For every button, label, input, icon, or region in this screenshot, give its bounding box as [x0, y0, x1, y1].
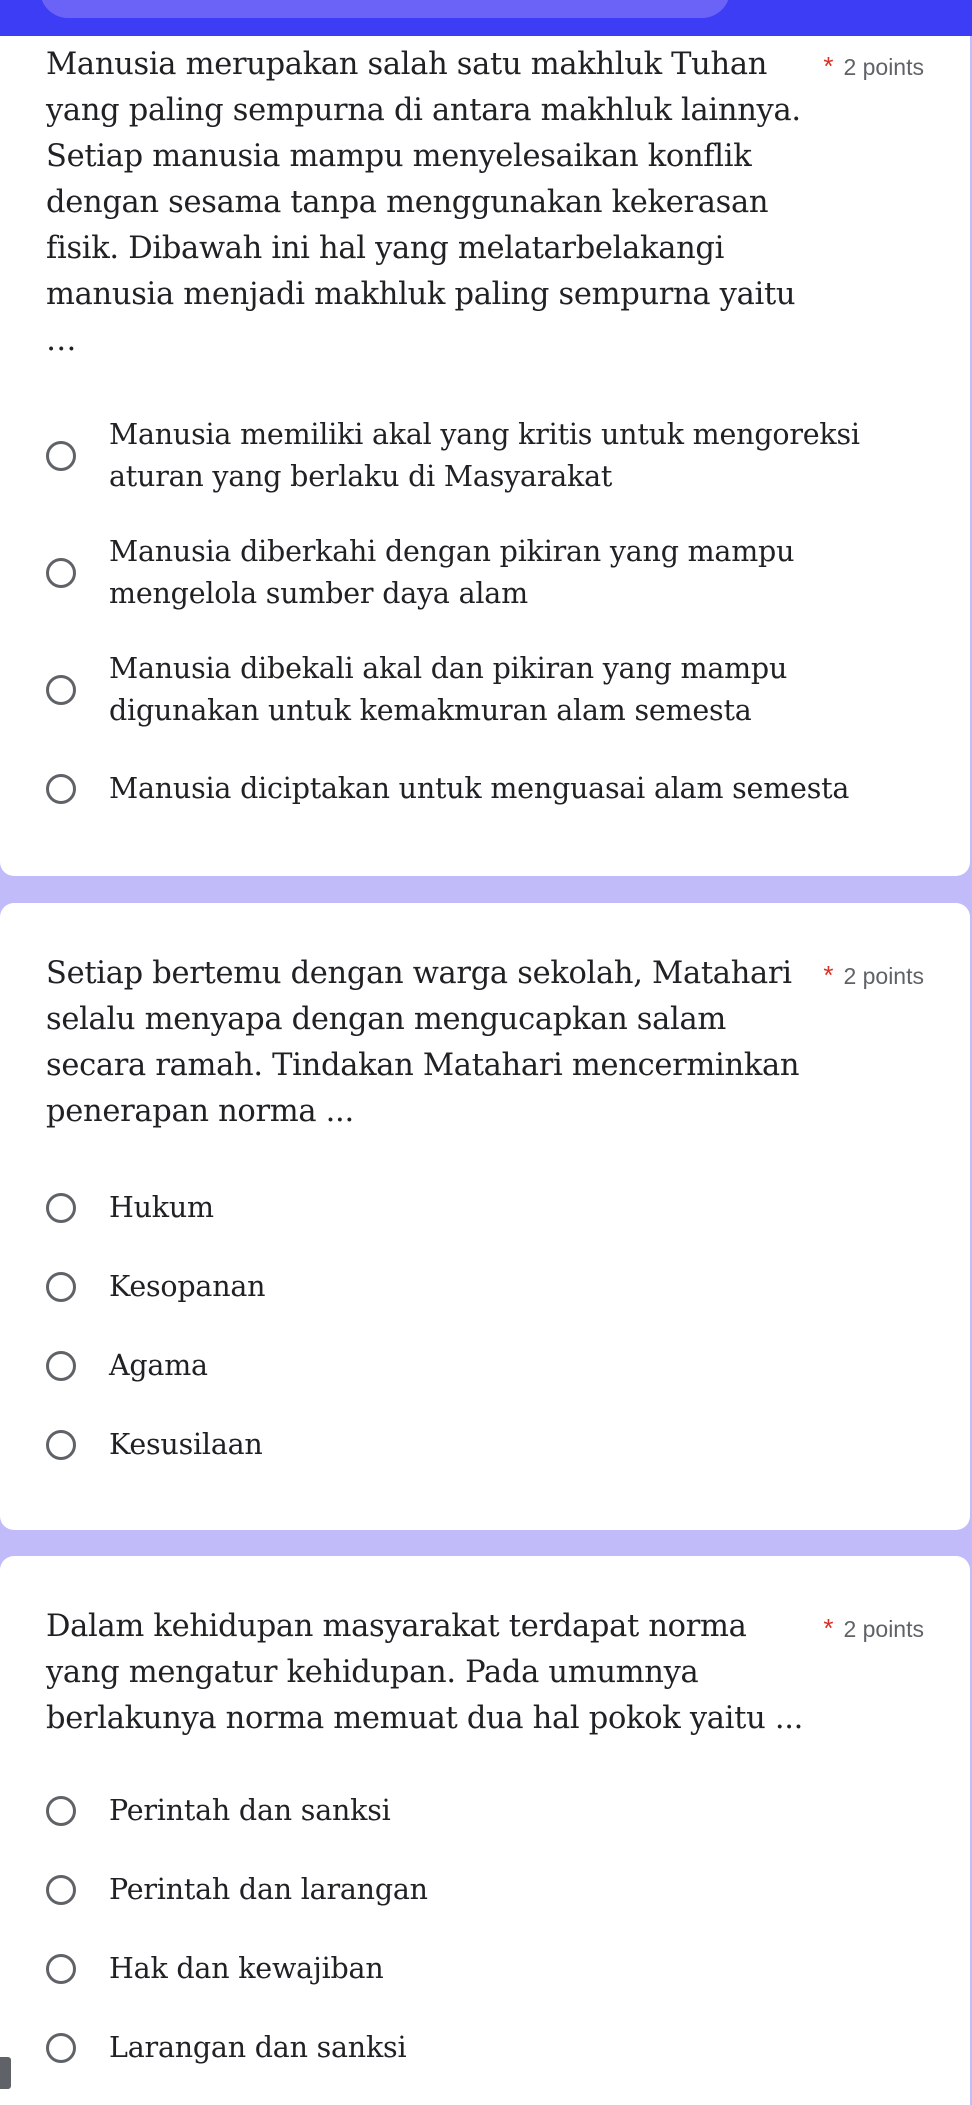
points-label: 2 points: [843, 54, 924, 80]
option-label: Hak dan kewajiban: [109, 1952, 384, 1985]
radio-option[interactable]: [46, 1345, 869, 1387]
scroll-handle[interactable]: [0, 2057, 11, 2089]
radio-option[interactable]: [46, 2027, 869, 2069]
radio-option[interactable]: [46, 1948, 869, 1990]
question-points: [823, 51, 924, 82]
question-card-2: [0, 903, 970, 1530]
option-label: Manusia memiliki akal yang kritis untuk mengoreksi aturan yang berlaku di Masyarakat: [109, 418, 860, 493]
option-label: Manusia dibekali akal dan pikiran yang mampu digunakan untuk kemakmuran alam semesta: [109, 652, 788, 727]
question-text: Manusia merupakan salah satu makhluk Tuhan yang paling sempurna di antara makhluk lainnya. Setiap manusia mampu menyelesaikan konflik dengan sesama tanpa menggunakan kekerasan fisik. Dibawah ini hal yang melatarbelakangi manusia menjadi makhluk paling sempurna yaitu …: [46, 47, 801, 358]
form-header-bar: [0, 0, 972, 36]
points-label: 2 points: [843, 963, 924, 989]
option-label: Perintah dan sanksi: [109, 1794, 391, 1827]
radio-option[interactable]: [46, 768, 869, 810]
radio-button[interactable]: [46, 1351, 76, 1381]
radio-option[interactable]: [46, 648, 869, 732]
radio-option[interactable]: [46, 1266, 869, 1308]
option-label: Kesusilaan: [109, 1428, 263, 1461]
option-label: Hukum: [109, 1191, 214, 1224]
radio-button[interactable]: [46, 441, 76, 471]
radio-option[interactable]: [46, 1790, 869, 1832]
radio-button[interactable]: [46, 774, 76, 804]
required-star: *: [823, 51, 834, 81]
radio-button[interactable]: [46, 675, 76, 705]
question-text: Dalam kehidupan masyarakat terdapat norma yang mengatur kehidupan. Pada umumnya berlakunya norma memuat dua hal pokok yaitu ...: [46, 1609, 804, 1736]
required-star: *: [823, 1613, 834, 1643]
form-header-tab: [40, 0, 730, 18]
radio-option[interactable]: [46, 1187, 869, 1229]
option-label: Larangan dan sanksi: [109, 2031, 407, 2064]
radio-option[interactable]: [46, 1424, 869, 1466]
radio-option[interactable]: [46, 1869, 869, 1911]
option-label: Kesopanan: [109, 1270, 266, 1303]
question-points: [823, 960, 924, 991]
points-label: 2 points: [843, 1616, 924, 1642]
radio-button[interactable]: [46, 1193, 76, 1223]
radio-button[interactable]: [46, 1796, 76, 1826]
question-points: [823, 1613, 924, 1644]
radio-button[interactable]: [46, 558, 76, 588]
radio-option[interactable]: [46, 414, 869, 498]
option-label: Manusia diciptakan untuk menguasai alam semesta: [109, 772, 850, 805]
radio-button[interactable]: [46, 1430, 76, 1460]
option-label: Perintah dan larangan: [109, 1873, 428, 1906]
radio-button[interactable]: [46, 1272, 76, 1302]
radio-button[interactable]: [46, 2033, 76, 2063]
question-card-3: [0, 1556, 970, 2105]
option-label: Agama: [109, 1349, 208, 1382]
question-text: Setiap bertemu dengan warga sekolah, Matahari selalu menyapa dengan mengucapkan salam secara ramah. Tindakan Matahari mencerminkan penerapan norma ...: [46, 956, 800, 1129]
radio-button[interactable]: [46, 1875, 76, 1905]
radio-button[interactable]: [46, 1954, 76, 1984]
question-card-1: [0, 36, 970, 876]
radio-option[interactable]: [46, 531, 869, 615]
option-label: Manusia diberkahi dengan pikiran yang mampu mengelola sumber daya alam: [109, 535, 795, 610]
required-star: *: [823, 960, 834, 990]
